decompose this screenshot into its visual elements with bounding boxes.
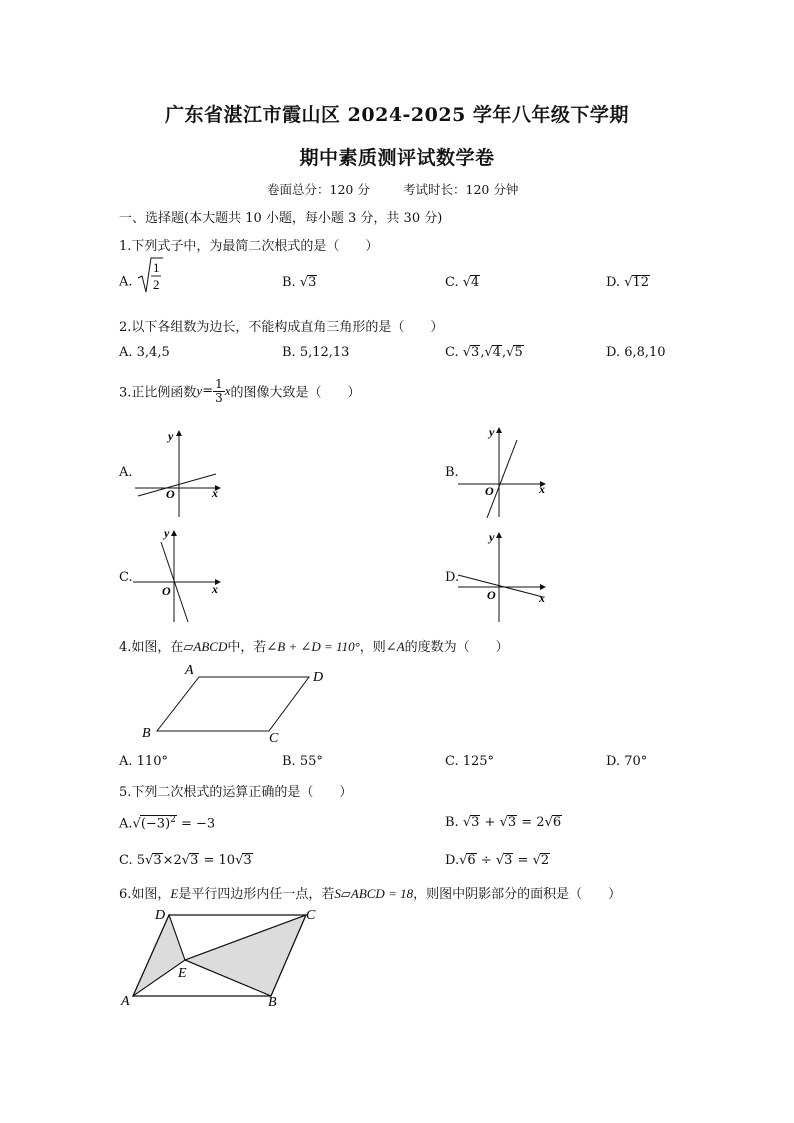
x-axis-label: x [539,591,545,605]
vertex-label-a: A [121,994,130,1009]
q5-option-d[interactable]: D.√6 ÷ √3 = √2 [445,853,550,868]
radicand: $(-3)^2$ [140,815,176,832]
x-axis-label: x [212,582,218,596]
q3-option-a-label[interactable]: A. [119,465,133,480]
q1-option-a[interactable] [119,260,163,296]
exam-title-line2: 期中素质测评试数学卷 [299,147,495,169]
q3-option-c-label[interactable]: C. [119,570,133,585]
q5-option-c[interactable]: C. 5√3×2√3 = 10√3 [119,853,252,868]
function-line [487,440,517,518]
section-heading: 一、选择题(本大题共 10 小题，每小题 3 分，共 30 分) [119,211,443,226]
question-5-stem: 5.下列二次根式的运算正确的是（ ） [119,785,353,800]
option-letter: C. [445,345,459,360]
q1-option-c[interactable]: C. √4 [445,275,480,290]
fraction: $\frac{1}{3}$ [215,377,223,405]
q2-option-d[interactable]: D. 6,8,10 [606,345,666,360]
option-letter: B. [282,275,296,290]
q3-graph-a[interactable] [130,425,230,520]
y-axis-label: y [164,526,170,540]
radical-sign [137,256,163,296]
option-letter: C. [445,275,459,290]
question-3-stem: 3.正比例函数y= $\frac{1}{3}$ x的图像大致是（ ） [119,377,361,405]
vertex-label-c: C [269,731,279,746]
q1-option-b[interactable]: B. √3 [282,275,317,290]
vertex-label-c: C [306,908,316,923]
origin-label: O [485,484,494,498]
q5-option-b[interactable]: B. √3 + √3 = 2√6 [445,815,562,830]
y-axis-label: y [489,425,495,439]
origin-label: O [166,487,175,501]
radicand: 3 [308,275,317,290]
q4-option-b[interactable]: B. 55° [282,754,323,769]
vertex-label-b: B [142,726,151,741]
exam-title-line1: 广东省湛江市霞山区 2024-2025 学年八年级下学期 [165,104,629,126]
origin-label: O [487,588,496,602]
radicand: 12 [632,275,650,290]
q4-option-c[interactable]: C. 125° [445,754,495,769]
vertex-label-b: B [268,995,277,1010]
q3-graph-c[interactable] [130,525,230,625]
q3-option-d-label[interactable]: D. [445,570,460,585]
function-line [458,575,543,597]
fraction-denominator: 2 [152,277,160,292]
question-4-stem: 4.如图，在▱ABCD中，若∠B + ∠D = 110°，则∠A的度数为（ ） [119,639,509,655]
parallelogram [157,677,309,731]
option-letter: D. [606,275,621,290]
radicand: 5 [514,345,523,360]
q3-graph-b[interactable] [455,422,555,522]
q4-parallelogram-figure [135,660,345,750]
radicand: 4 [471,275,480,290]
radicand: 3 [471,345,480,360]
q2-option-b[interactable]: B. 5,12,13 [282,345,350,360]
total-score: 卷面总分：120 分 [267,182,370,197]
question-2-stem: 2.以下各组数为边长，不能构成直角三角形的是（ ） [119,320,444,335]
exam-duration: 考试时长：120 分钟 [403,182,519,197]
x-axis-label: x [539,482,545,496]
question-1-stem: 1.下列式子中，为最简二次根式的是（ ） [119,239,379,254]
q3-graph-d[interactable] [455,527,555,627]
question-6-stem: 6.如图，E是平行四边形内任一点，若S▱ABCD = 18，则图中阴影部分的面积是（ ） [119,886,622,902]
q4-option-d[interactable]: D. 70° [606,754,648,769]
origin-label: O [162,584,171,598]
shaded-triangle-dae [133,915,185,996]
q1-option-d[interactable]: D. √12 [606,275,650,290]
radicand: 4 [492,345,502,360]
q6-parallelogram-figure [115,905,330,1010]
x-axis-label: x [212,486,218,500]
vertex-label-d: D [155,908,166,923]
fraction-numerator: 1 [152,260,160,275]
y-axis-label: y [168,429,174,443]
vertex-label-a: A [185,663,194,678]
q5-option-a[interactable]: $A.√(-3)^2 = -3$ [119,815,216,832]
vertex-label-d: D [313,670,324,685]
q2-option-c[interactable]: C. √3,√4,√5 [445,345,523,360]
q2-option-a[interactable]: A. 3,4,5 [119,345,170,360]
function-line [138,474,216,496]
q3-option-b-label[interactable]: B. [445,465,459,480]
option-letter: A. [119,274,133,290]
y-axis-label: y [489,530,495,544]
point-label-e: E [178,966,187,981]
q4-option-a[interactable]: A. 110° [119,754,168,769]
